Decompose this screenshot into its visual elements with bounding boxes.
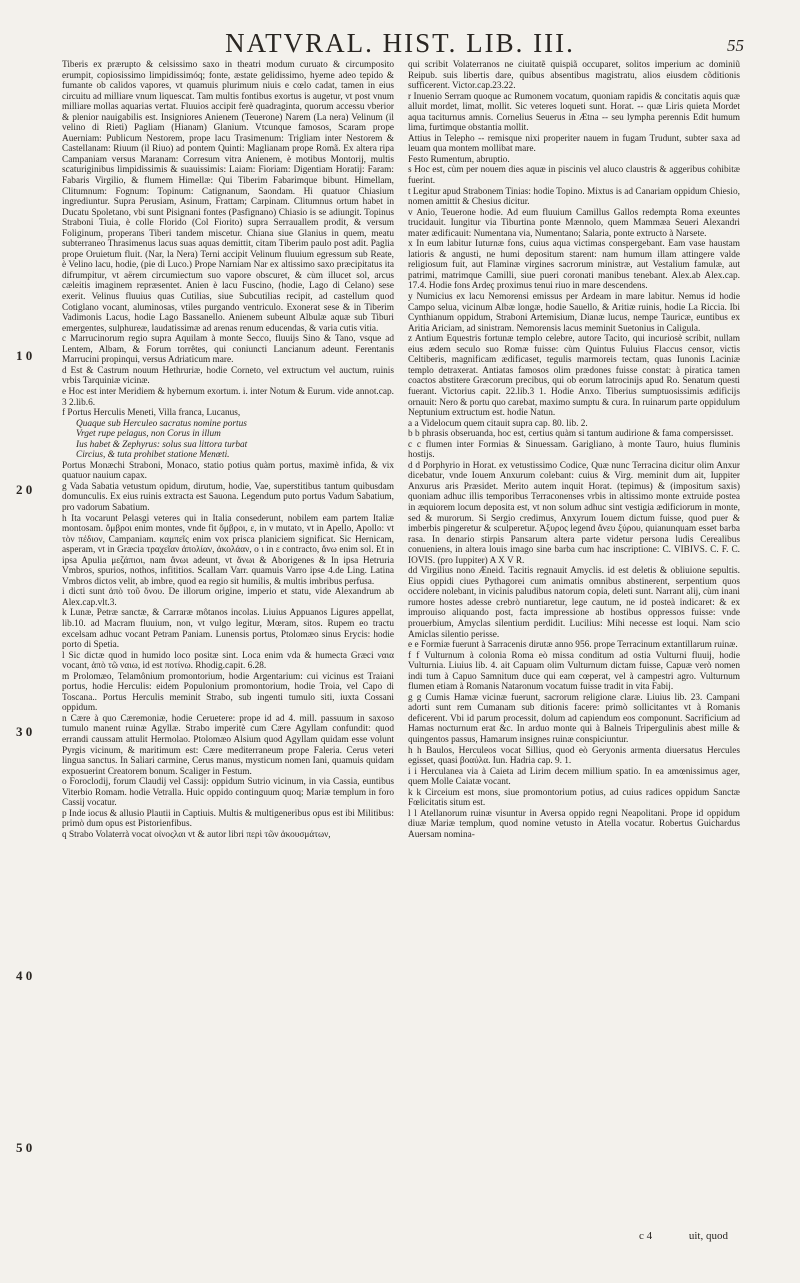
verse-line: Circius, & tuta prohibet statione Menœti.	[76, 450, 230, 461]
annotation-kk: k k Circeium est mons, siue promontorium potius, ad cuius radices oppidum Sanctæ Fœlicitatis situm est.	[408, 787, 740, 809]
annotation-n: n Cære à quo Cæremoniæ, hodie Ceruetere: prope id ad 4. mill. passuum in saxoso tumulo manent ruinæ Agyllæ. Strabo imperitè cum Cære Agyllam confundit: quod errandi caussam attulit Hermolao. Ptolomæo Alsium quod Agyllam quidam esse volunt Pyrgis vicinum, & maritimum est: Cære mediterraneum prope Faleria. Cerus veteri lingua sanctus. In Saliari carmine, Cerus manus, mysticum nomen Iani, quamuis quidam exposuerint Creatorem bonum. Scaliger in Festum.	[62, 713, 394, 777]
annotation-gg: g g Cumis Hamæ vicinæ fuerunt, sacrorum religione claræ. Liuius lib. 23. Campani adorti sunt rem Cumanam sub ditionis facere: primò sollicitantes vt à Romanis deficerent. Vbi id parum processit, dolum ad capiendum eos componunt. Sacrificium ad Hamas nocturnum erat &c. In arduo monte qui à Balneis Tripergulinis abest mille & quingentos passus, Hamarum insignes ruinæ conspiciuntur.	[408, 692, 740, 745]
annotation-l: l Sic dictæ quod in humido loco positæ sint. Loca enim vda & humecta Græci ναια vocant, ἀπὸ τῶ ναιω, id est ποτίνω. Rhodig.capit. 6.28.	[62, 650, 394, 672]
annotation-r: r Inuenio Serram quoque ac Rumonem vocatum, quoniam rapidis & concitatis aquis quæ alluit mordet, limat, mollit. Sic veteres loqueti sunt. Horat. -- quæ Liris quieta Mordet aqua taciturnus amnis. Cornelius Seuerus in Ætna -- seu lympha perennis Edit humum lima, furtimque obstantia mollit.	[408, 91, 740, 134]
annotation-hh: h h Baulos, Herculeos vocat Sillius, quod eò Geryonis armenta diuersatus Hercules egisset, quasi βοαύλα. Iun. Hadria cap. 9. 1.	[408, 745, 740, 767]
folio-number: 55	[727, 36, 744, 55]
paragraph: Attius in Telepho -- remisque nixi properiter nauem in fugam Trudunt, subter saxa ad leuam qua montem mollibat mare.	[408, 133, 740, 155]
annotation-bb: b b phrasis obseruanda, hoc est, certius quàm si tantum audirione & fama compersisset.	[408, 429, 734, 440]
annotation-x: x In eum labitur Iuturnæ fons, cuius aqua victimas conspergebant. Eam vase haustam latioris & angusti, ne humi depositum starent: nam humum illam attingere valde religiosum fuit, aut Flaminæ virgines sacrorum ministræ, aut Vestalium famulæ, aut patrimi, matrimque Camilli, siue pueri coronati manibus tenebant. Alex.ab Alex.cap. 17.4. Hodie fons Ardeç proximus tenui riuo in mare descendens.	[408, 239, 740, 292]
annotation-z: z Antium Equestris fortunæ templo celebre, autore Tacito, qui incuriosè scribit, nullam eius ædem seculo suo Romæ fuisse: cùm Quintus Fuluius Flaccus censor, victis Celtiberis, magnificam ædificaset, tegulis marmoreis tectam, quas Iunonis Laciniæ templo detraxerat. Antiatas famosos olim prædones fuisse constat: à piratica tamen coactos abstitere Græcorum precibus, qui ob eorum latrocinijs apud Ro. Senatum questi fuerant. Victorius capit. 22.lib.3 1. Hodie Anxo. Tiberius sumptuosissimis ædificijs ornauit: Nero & portu quo carebat, maximo sumptu & cura. In ruinarum parte oppidulum Neptunium extructum est. hodie Natun.	[408, 334, 740, 419]
annotation-v: v Anio, Teuerone hodie. Ad eum fluuium Camillus Gallos redempta Roma exeuntes trucidauit. Iungitur via Tiburtina ponte Mænnolo, quem Mammæa Seueri Alexandri mater ædificauit: Numentana via, Numentano; Salaria, ponte extructo à Narsete.	[408, 207, 740, 239]
catchword: uit, quod	[688, 1230, 728, 1242]
annotation-ii: i i Herculanea via à Caieta ad Lirim decem millium spatio. In ea amœnissimus ager, quem Molle Caiatæ vocant.	[408, 766, 740, 788]
annotation-o: o Foroclodij, forum Claudij vel Cassij: oppidum Sutrio vicinum, in via Cassia, euntibus Viterbio Romam. hodie Vetralla. Huic oppido continguum quoq; Mariæ templum in foro Cassij vocatur.	[62, 777, 394, 809]
margin-line-number: 4 0	[16, 968, 33, 983]
annotation-cc: c c flumen inter Formias & Sinuessam. Garigliano, à monte Tauro, huius fluminis hostijs.	[408, 439, 740, 461]
paragraph: qui scribit Volaterranos ne ciuitatẽ quispiã occuparet, solitos imperium ac dominiũ Reipub. suis libertis dare, quibus absentibus magistratu, alios eiusdem cõditionis sufficerent. Victor.cap.23.22.	[408, 60, 740, 92]
annotation-k: k Lunæ, Petræ sanctæ, & Carraræ môtanos incolas. Liuius Appuanos Ligures appellat, lib.10. ad Macram fluuium, non, vt vulgo legitur, Mœram, sitos. Rupem eo tractu excelsam adhuc vocant Petram Paniam. Lunensis portus, Ptolomæo sinus Erycis: hodie porto di Spetia.	[62, 608, 394, 651]
annotation-q: q Strabo Volaterrà vocat οἰνοςλαι vt & autor libri περὶ τῶν ἀκουσμάτων,	[62, 829, 331, 840]
verse-line: Quaque sub Herculeo sacratus nomine portus	[76, 418, 247, 429]
right-text-column	[408, 60, 740, 1240]
annotation-s: s Hoc est, cùm per nouem dies aquæ in piscinis vel aluco claustris & aggeribus cohibitæ fuerint.	[408, 165, 740, 187]
annotation-c: c Marrucinorum regio supra Aquilam à monte Secco, fluuijs Sino & Tano, vsque ad Lentem, Albam, & Forum torrêtes, qui coniuncti Lancianum adeunt. Ferentanis Marrucini propinqui, versus Adriaticum mare.	[62, 334, 394, 366]
footer-catchline	[605, 1230, 728, 1242]
paragraph: Portus Monæchi Straboni, Monaco, statio potius quàm portus, maximè infida, & vix quatuor nauium capax.	[62, 460, 394, 482]
annotation-h: h Ita vocarunt Pelasgi veteres qui in Italia consederunt, nobilem eam partem Italiæ montosam. ὄμβροι enim montes, vnde fit ὄμβροι, ε, in ν mutato, vt in Apello, Apollo: vt τὸν πέδιον, Campaniam. καμπεῖς enim vox prisca planiciem significat. Sic Hernicam, asperam, vt in Græcia τραχεῖαν ἀπολίαν, ἀκολάαν, ο ι in ε contracto, ἄνω enim sol. Et in ipsa Apulia μεζάπιοι, nam ἄνωι adeunt, vt ἄνωι & Aborigenes & In ipsa Hetruria Vmbros, spurios, nothos, infititios. Scallam Varr. quamuis Varro ipse 4.de Ling. Latina Vmbros dictos velit, ab imbre, quod ea regio sit humilis, & multis imbribus perfusa.	[62, 513, 394, 587]
signature-mark: c 4	[638, 1230, 653, 1242]
annotation-d: d Est & Castrum nouum Hethruriæ, hodie Corneto, vel extructum vel auctum, ruinis vrbis Tarquiniæ vicinæ.	[62, 365, 394, 387]
paragraph: Tiberis ex prærupto & celsissimo saxo in theatri modum curuato & circumposito erumpit, copiosissimo limpidissimóq; fonte, æstate gelidissimo, hyeme adeo tepido & fumante ob calidos vapores, vt quamuis plurimum niuis e cœlo cadat, tamen in eius circuitu ad milliare vnum liquescat. Tam multis fontibus exortus is augetur, vt post vnum milliare mollas aquarias vertat. Fluuios accipit ferè quadraginta, quorum accessu vberior & plenior nauigabilis est. Insigniores Anienem (Teuerone) Narem (La nera) Velinum (il velino di Rieti) Pagliam (Hianam) Glanium. Vtcunque famosos, Scaram prope Auerniam: Publicum Nestorem, prope lacu Trasimenum: Trigliam inter Nestorem & Castellanam: Riuum (il Riuo) ad pontem Quinti: Maglianam prope Romã. Ex altera ripa Campaniam versus Maranam: Corresum vitra Anienem, è motibus Montorij, multis scaturiginibus limpidissimis & suauissimis: Laiam: Fioriam: Digentiam Horatij: Faram: Fabaris Virgilio, & flumem Himellæ: Qui Tiberim Fabarimque bibunt. Himellam, Clitumnum: Fognum: Topinum: Catignanum, Saondam. Hi quatuor Chiasium ingrediuntur. Supra Perusiam, Asinum, Frattam; Carpinam. Clitumnus ortum habet in Ducatu Spoletano, vbi sunt Pisignani fontes (Pasfignano) Chiasio is se adiungit. Topinus Straboni Tiuia, è colle Florido (Col Fiorito) supra Serrauallem prodit, & versum Foliginum, properans Tiberi tandem miscetur. Chiana siue Glanius in quem, meatu subterraneo Thrasimenus lacus suas aquas demittit, citam Tiberim paulo post adit. Paglia prope Oruietum fluit. (Nar, la Nera) Terni accipit Velinum fluuium egressum sub Reate, è Velino lacu, hodie, (pie di Luco.) Prope Narniam Nar ex altissimo saxo præcipitatus ita difrumpitur, vt aërem circumiectum suo vapore obscuret, & cùm illucet sol, arcus cæleitis imaginem repræsentet. Anien è lacu Fuscino, (hodie, Lago di Celano) sese exerit. Velinus fluuius quas Cutilias, siue Subcutilias recipit, ad castellum quod Cotiglano vocant, aluminosas, vtiles purgando ventriculo. Exonerat sese & in Tiberim Vadimonis Lacus, hodie Lago Bassanello. Anienem subeunt Albulæ aquæ sub Tiburi emergentes, sulphureæ, laudatissimæ ad arenas renum educendas, & varia cutis vitia.	[62, 60, 394, 334]
annotation-e: e Hoc est inter Meridiem & hybernum exortum. i. inter Notum & Eurum. vide annot.cap. 3 2.lib.6.	[62, 386, 394, 408]
annotation-ee: e e Formiæ fuerunt à Sarracenis dirutæ anno 956. prope Terracinum extantillarum ruinæ.	[408, 640, 738, 651]
annotation-t: t Legitur apud Strabonem Tinias: hodie Topino. Mixtus is ad Canariam oppidum Chiesio, nomen amittit & Chesius dicitur.	[408, 186, 740, 208]
annotation-f: f Portus Herculis Meneti, Villa franca, Lucanus,	[62, 408, 241, 419]
annotation-m: m Prolomæo, Telamônium promontorium, hodie Argentarium: cui vicinus est Traiani portus, hodie Herculis: eidem Populonium promontorium, hodie Troia, vel Capo di Toscana.. Portus Herculis meminit Strabo, sub ingenti tumulo siti, iuxta Cossani oppidum.	[62, 671, 394, 714]
annotation-ff: f f Vulturnum à colonia Roma eò missa conditum ad ostia Vulturni fluuij, hodie Vulturnia. Liuius lib. 4. ait Capuam olim Vulturnum dictam fuisse, Capuæ verò nomen indi tum à Capuo Samnitum duce qui eam cœperat, vel à campestri agro. Vulturnum flumen etiam à Romanis Nataronum vocatum fuisse tradit in vita Fabij.	[408, 650, 740, 693]
annotation-g: g Vada Sabatia vetustum opidum, dirutum, hodie, Vae, superstitibus tantum quibusdam domunculis. Ex eius ruinis extracta est Sauona. Legendum puto portus Vadum Sabatium, pro vadorum Sabatium.	[62, 481, 394, 513]
margin-line-number: 3 0	[16, 724, 33, 739]
margin-line-number: 5 0	[16, 1140, 33, 1155]
annotation-y: y Numicius ex lacu Nemorensi emissus per Ardeam in mare labitur. Nemus id hodie Campo selua, vicinum Albæ longæ, hodie Sauello, & Aritiæ ruinis, hodie La Riccia. Ibi Cynthianum oppidum, Straboni Artemisium, Dianæ lucus, nempe Tauricæ, euntibus ex Aritia Ariciam, ad sinistram. Nemorensis lacus meminit Suetonius in Caligula.	[408, 292, 740, 334]
margin-line-number: 2 0	[16, 482, 33, 497]
verse-line: Ius habet & Zephyrus: solus sua littora turbat	[76, 439, 248, 450]
annotation-i: i dicti sunt ἀπὸ τοῦ ὄνου. De illorum origine, imperio et statu, vide Alexandrum ab Alex.cap.vlt.3.	[62, 587, 394, 608]
margin-line-number: 1 0	[16, 348, 33, 363]
annotation-aa: a a Videlocum quem citauit supra cap. 80. lib. 2.	[408, 418, 588, 429]
running-head: NATVRAL. HIST. LIB. III.	[225, 28, 575, 58]
annotation-dd2: dd Virgilius nono Æneid. Tacitis regnauit Amyclis. id est deletis & obliuione sepultis. Eius oppidi ciues Pythagorei cum animatis omnibus abstinerent, serpentium quos occidere nolebant, in vicinis paludibus natorum copia, deleti sunt. Narrant alij, cùm inani rumore hostes adesse crebrò nuntiaretur, lege cautum, ne id posteà indicaret: & ex improuiso aliquando post, facta impressione ab hostibus oppressos fuisse: vnde prouerbium, Amyclas silentium perdidit. Lucilius: Mihi necesse est loqui. Nam scio Amiclas silentio perisse.	[408, 566, 740, 640]
annotation-ll: l l Atellanorum ruinæ visuntur in Aversa oppido regni Neapolitani. Prope id oppidum diuæ Mariæ templum, quod nomine vetusto in Atella vocatur. Robertus Guichardus Auersam nomina-	[408, 808, 740, 840]
annotation-p: p Inde iocus & allusio Plautii in Captiuis. Multis & multigeneribus opus est ibi Militibus: primò dum opus est Pistorienfibus.	[62, 808, 394, 830]
paragraph: Festo Rumentum, abruptio.	[408, 154, 510, 165]
annotation-dd: d d Porphyrio in Horat. ex vetustissimo Codice, Quæ nunc Terracina dicitur olim Anxur dicebatur, vnde Iouem Anxurum colebant: cuius & Virg. meminit dum ait, Iuppiter Anxurus aris Præsidet. Merito autem inquit Horat. (tepimus) & (impositum saxis) quoniam adhuc illis temporibus Terraconenses vrbis in altissimo monte extruide postea in æquiorem locum deposita est, vt non solum adhuc sint vestigia ædificiorum in monte, sed & murorum. Si Sergio credimus, Anxyrum Iouem dictum fuisse, quod puer & imberbis pingeretur & sculperetur. Ἀξυρος legend ἄνευ ξύρου, quianunquam esset barba rasa. In denario stirpis Pansarum altera parte videtur persona ludis Cerealibus conueniens, in altera louis imago sine barba cum hac inscriptione: C. VIBIVS. C. F. C. IOVIS. (pro Iuppiter) A X V R.	[408, 460, 740, 566]
left-text-column	[62, 60, 394, 1240]
verse-line: Vrget rupe pelagus, non Corus in illum	[76, 429, 221, 440]
